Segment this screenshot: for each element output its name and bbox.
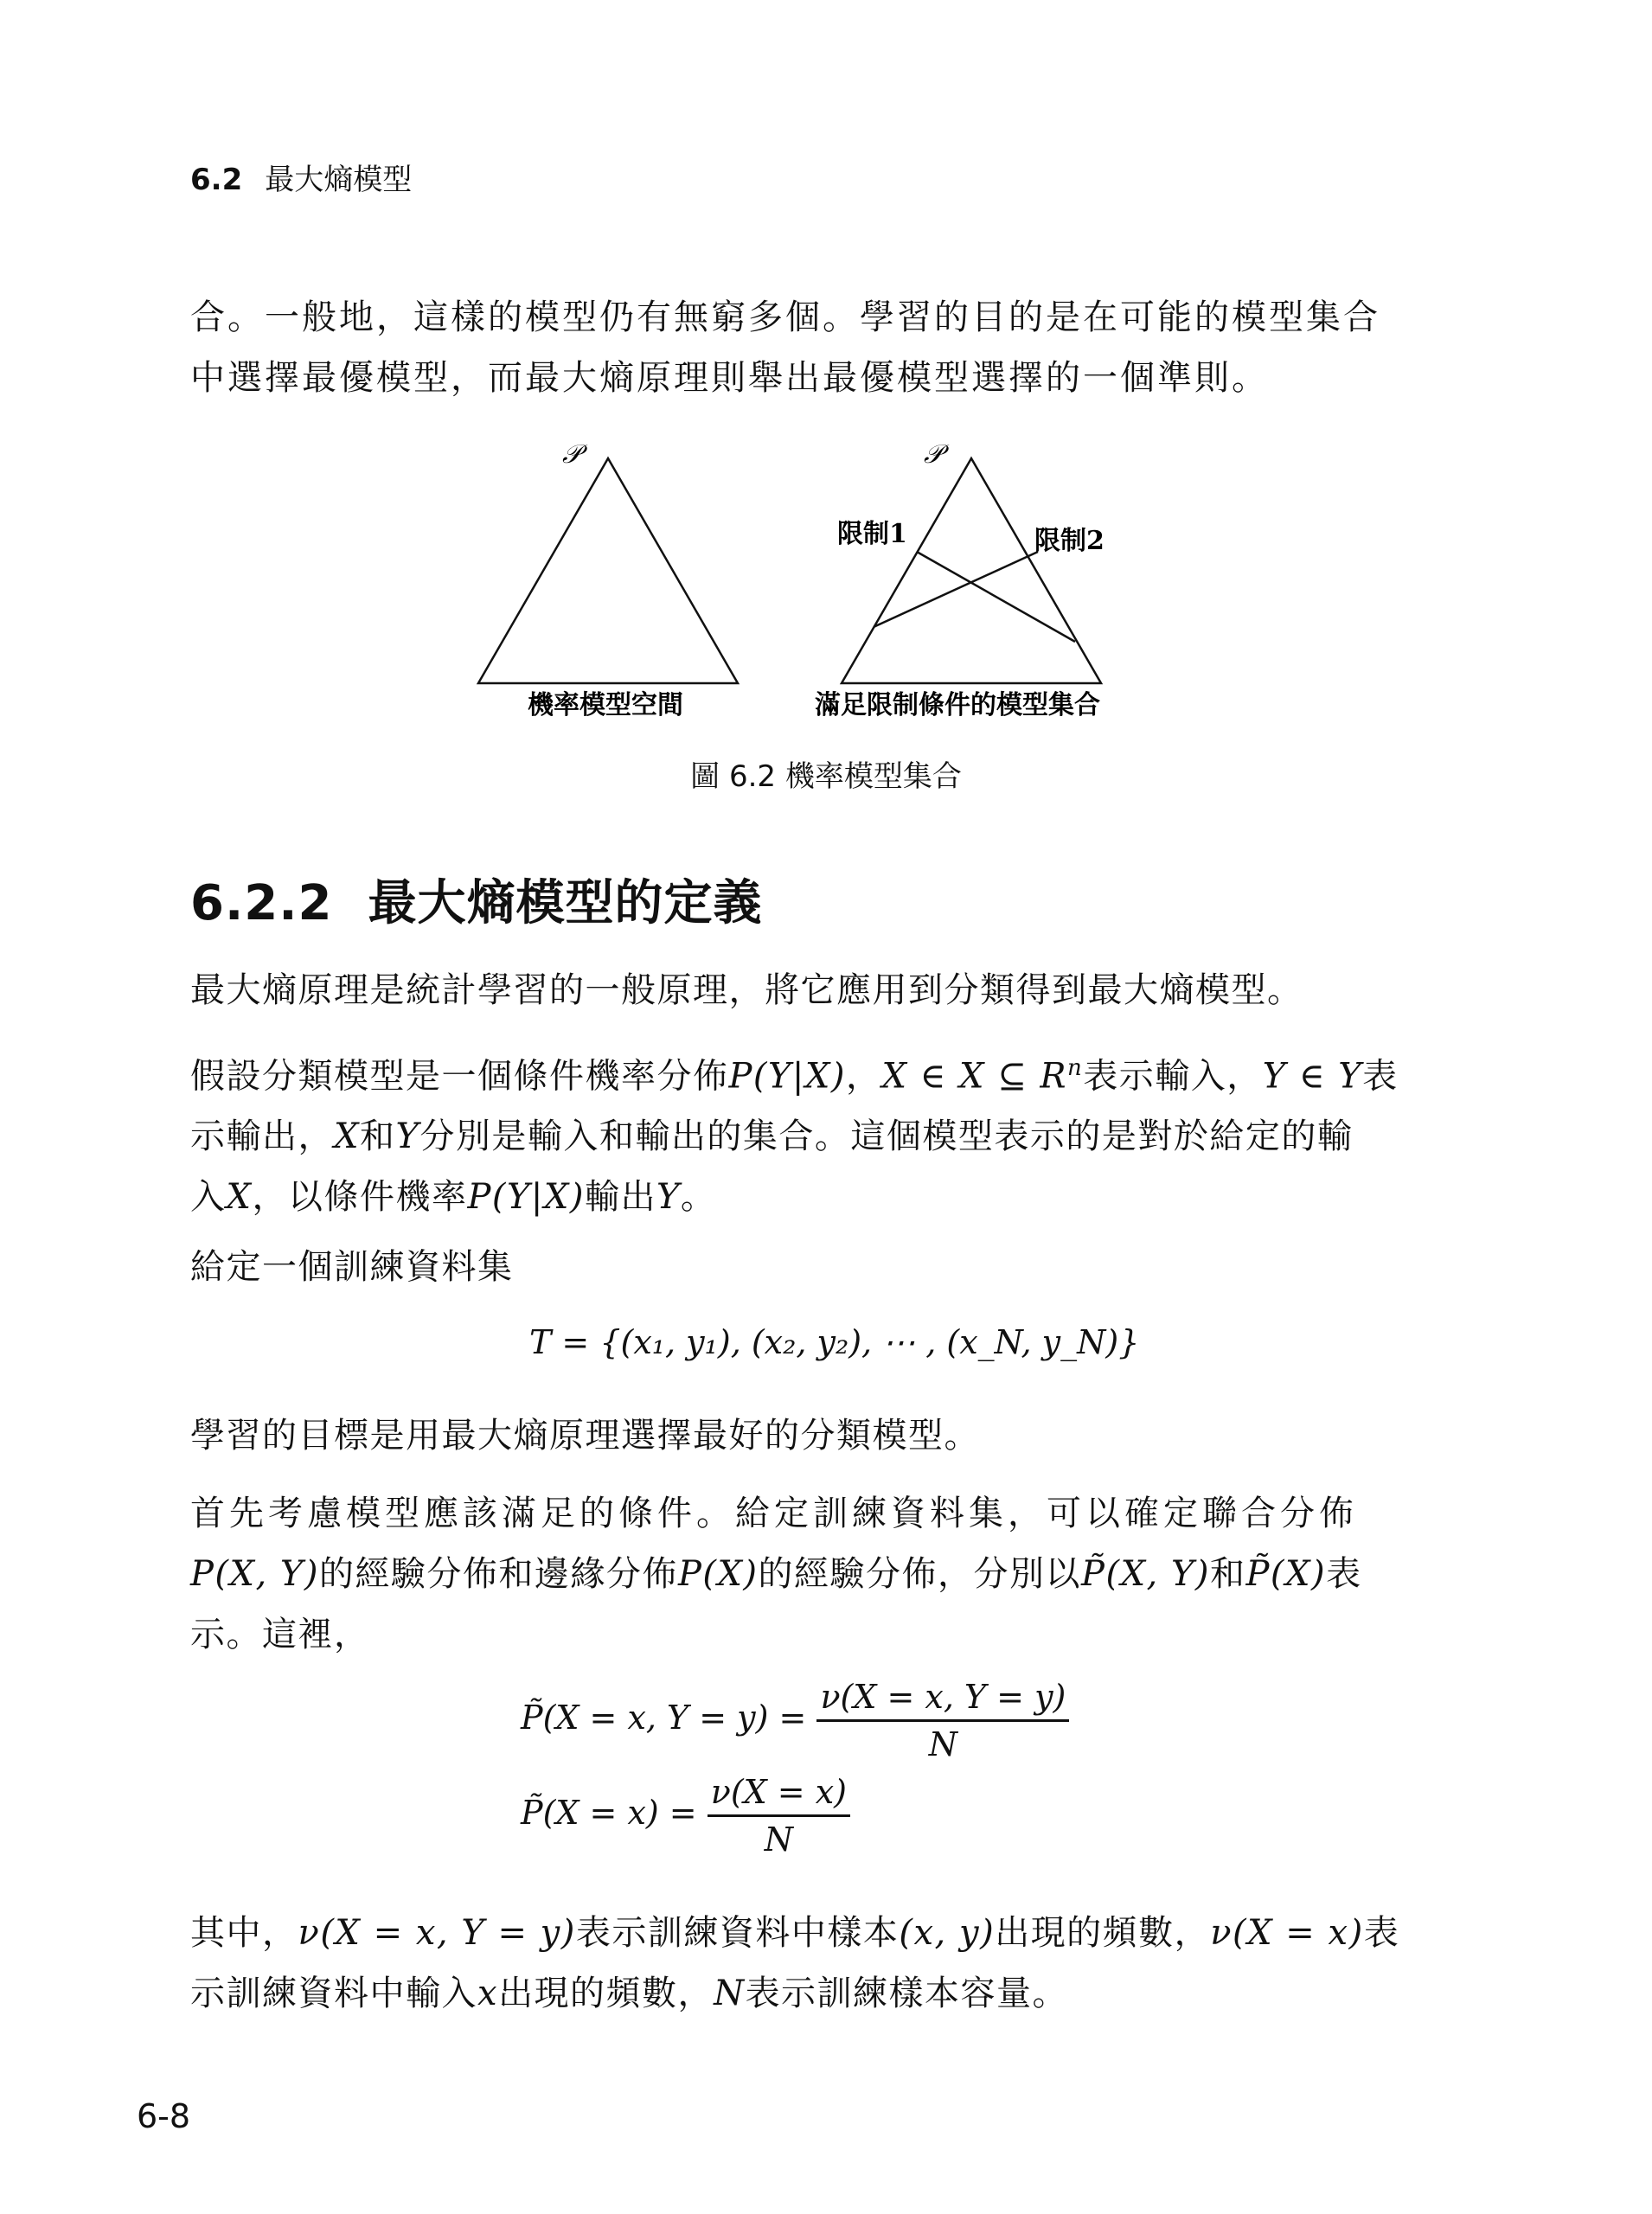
page-number: 6-8 [137,2097,191,2135]
constraint1-label: 限制1 [837,519,907,549]
paragraph-6 [190,1903,1412,2024]
equation-joint-empirical: P̃(X = x, Y = y) = $\frac{\nu(X = x, Y = y)}{N}$ [521,1678,1069,1763]
right-vertex-label: 𝒫 [924,439,943,470]
p6-line-2: 示訓練資料中輸入x出現的頻數，N表示訓練樣本容量。 [190,1974,1069,2013]
paragraph-5 [190,1483,1412,1665]
figure-caption: 圖 6.2 機率模型集合 [690,759,962,794]
p5-line-3: 示。這裡， [190,1615,370,1654]
constraint2-label: 限制2 [1034,526,1105,556]
right-triangle-label: 滿足限制條件的模型集合 [815,690,1100,720]
paragraph-3: 給定一個訓練資料集 [190,1247,514,1287]
left-vertex-label: 𝒫 [562,439,581,470]
section-title: 最大熵模型的定義 [368,875,763,931]
model-space-triangle [478,458,738,683]
p2-line-3: 入X，以條件機率P(Y|X)輸出Y。 [190,1177,717,1218]
header-section-title: 最大熵模型 [265,163,413,197]
constrained-set-triangle [842,458,1101,683]
p2-line-1: 假設分類模型是一個條件機率分佈P(Y|X)，X ∈ X ⊆ $R^n$表示輸入，Y ∈ Y表 [190,1055,1399,1097]
running-header [190,156,412,198]
intro-line-1: 合。一般地，這樣的模型仍有無窮多個。學習的目的是在可能的模型集合 [190,298,1380,337]
p5-line-2: P(X, Y)的經驗分佈和邊緣分佈P(X)的經驗分佈，分別以P̃(X, Y)和P̃(X)表 [190,1554,1362,1594]
intro-line-2: 中選擇最優模型，而最大熵原理則舉出最優模型選擇的一個準則。 [190,358,1269,398]
constraint2-line [874,552,1038,627]
left-triangle-label: 機率模型空間 [528,690,683,720]
paragraph-4: 學習的目標是用最大熵原理選擇最好的分類模型。 [190,1416,980,1456]
header-section-number: 6.2 [190,163,243,197]
paragraph-2 [190,1038,1412,1227]
fraction-joint: $\frac{\nu(X = x, Y = y)}{N}$ [816,1678,1069,1763]
p5-line-1: 首先考慮模型應該滿足的條件。給定訓練資料集，可以確定聯合分佈 [190,1494,1358,1533]
intro-paragraph [190,287,1412,408]
probability-model-figure [450,437,1159,731]
equation-marginal-empirical: P̃(X = x) = $\frac{\nu(X = x)}{N}$ [521,1773,850,1859]
fraction-marginal: $\frac{\nu(X = x)}{N}$ [708,1773,850,1859]
equation-training-set: T = {(x₁, y₁), (x₂, y₂), ⋯ , (x_N, y_N)} [529,1323,1140,1361]
paragraph-1: 最大熵原理是統計學習的一般原理，將它應用到分類得到最大熵模型。 [190,970,1303,1010]
p2-line-2: 示輸出，X和Y分別是輸入和輸出的集合。這個模型表示的是對於給定的輸 [190,1117,1354,1157]
section-heading [190,865,762,934]
p6-line-1: 其中，ν(X = x, Y = y)表示訓練資料中樣本(x, y)出現的頻數，ν(X = x)表 [190,1913,1400,1953]
section-number: 6.2.2 [190,875,333,931]
